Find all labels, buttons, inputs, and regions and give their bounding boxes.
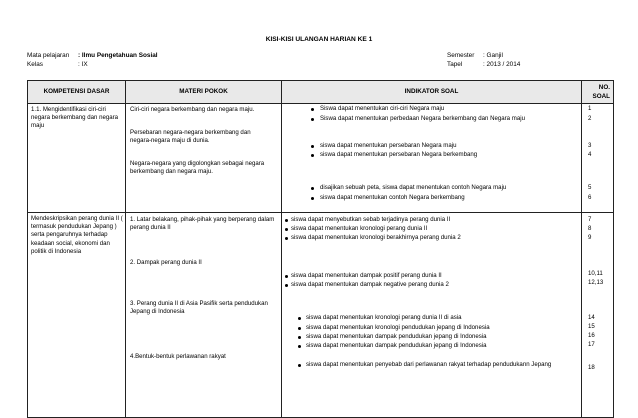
no-soal: 12,13 xyxy=(588,279,604,286)
materi-cell xyxy=(126,213,282,418)
no-soal: 16 xyxy=(588,332,595,339)
kd-text: Mendeskripsikan perang dunia II ( termasuk pendudukan Jepang ) serta pengaruhnya terhadap keadaan social, ekonomi dan politik di Indonesia xyxy=(31,215,123,255)
materi-item: Ciri-ciri negara berkembang dan negara maju. xyxy=(130,106,255,113)
indikator-item: siswa dapat menentukan penyebab dari perlawanan rakyat terhadap pendudukann Jepang xyxy=(306,361,552,368)
bullet-icon xyxy=(298,364,301,367)
materi-item: Negara-negara yang digolongkan sebagai negara berkembang dan negara maju. xyxy=(130,160,265,176)
bullet-icon xyxy=(285,219,288,222)
no-soal: 18 xyxy=(588,364,595,371)
indikator-item: siswa dapat menentukan persebaran Negara maju xyxy=(320,142,457,149)
indikator-item: siswa dapat menyebutkan sebab terjadinya perang dunia II xyxy=(291,216,451,223)
materi-item: 4.Bentuk-bentuk perlawanan rakyat xyxy=(130,353,226,360)
no-soal: 10,11 xyxy=(588,270,603,277)
materi-cell xyxy=(126,104,282,213)
mapel-value: : Ilmu Pengetahuan Sosial xyxy=(78,52,158,59)
bullet-icon xyxy=(311,145,314,148)
semester-label: Semester xyxy=(447,52,475,59)
no-soal: 9 xyxy=(588,234,592,241)
header-indikator-soal: INDIKATOR SOAL xyxy=(282,81,582,104)
indikator-item: siswa dapat menentukan kronologi pendudukan jepang di Indonesia xyxy=(306,324,490,331)
kd-cell xyxy=(28,104,126,213)
document-title: KISI-KISI ULANGAN HARIAN KE 1 xyxy=(265,36,373,43)
bullet-icon xyxy=(311,197,314,200)
indikator-item: Siswa dapat menentukan perbedaan Negara berkembang dan Negara maju xyxy=(320,115,525,122)
kd-text: 1.1. Mengidentifikasi ciri-ciri negara berkembang dan negara maju xyxy=(31,106,119,130)
no-soal: 17 xyxy=(588,341,595,348)
kisi-kisi-table xyxy=(27,80,614,418)
bullet-icon xyxy=(285,275,288,278)
no-soal: 4 xyxy=(588,151,592,158)
bullet-icon xyxy=(298,336,301,339)
indikator-item: siswa dapat menentukan persebaran Negara berkembang xyxy=(320,151,478,158)
table-row xyxy=(28,213,614,418)
materi-item: 2. Dampak perang dunia II xyxy=(130,259,202,266)
no-soal-cell xyxy=(582,104,614,213)
indikator-item: siswa dapat menentukan kronologi perang dunia II di asia xyxy=(306,314,462,321)
bullet-icon xyxy=(285,228,288,231)
materi-item: Persebaran negara-negara berkembang dan negara-negara maju di dunia. xyxy=(130,129,251,145)
bullet-icon xyxy=(311,108,314,111)
bullet-icon xyxy=(285,237,288,240)
indikator-item: siswa dapat menentukan dampak positif perang dunia II xyxy=(291,272,442,279)
no-soal: 5 xyxy=(588,184,592,191)
indikator-cell xyxy=(282,213,582,418)
header-materi-pokok: MATERI POKOK xyxy=(126,81,282,104)
no-soal: 3 xyxy=(588,142,592,149)
indikator-item: disajikan sebuah peta, siswa dapat menentukan contoh Negara maju xyxy=(320,184,507,191)
no-soal: 1 xyxy=(588,105,592,112)
table-row xyxy=(28,104,614,213)
table-header-row xyxy=(28,81,614,104)
no-soal: 14 xyxy=(588,314,595,321)
indikator-item: siswa dapat menentukan kronologi perang dunia II xyxy=(291,225,428,232)
tapel-value: : 2013 / 2014 xyxy=(483,61,521,68)
no-soal: 15 xyxy=(588,323,595,330)
kd-cell xyxy=(28,213,126,418)
indikator-item: siswa dapat menentukan dampak negative perang dunia 2 xyxy=(291,281,449,288)
materi-item: 3. Perang dunia II di Asia Pasifik serta pendudukan Jepang di Indonesia xyxy=(130,300,268,316)
kelas-value: : IX xyxy=(78,61,88,68)
kelas-label: Kelas xyxy=(27,61,43,68)
semester-value: : Ganjil xyxy=(483,52,503,59)
indikator-item: Siswa dapat menentukan ciri-ciri Negara maju xyxy=(320,105,445,112)
no-soal: 6 xyxy=(588,194,592,201)
indikator-item: siswa dapat menentukan contoh Negara berkembang xyxy=(320,194,465,201)
bullet-icon xyxy=(311,154,314,157)
indikator-item: siswa dapat menentukan kronologi berakhirnya perang dunia 2 xyxy=(291,234,461,241)
bullet-icon xyxy=(298,345,301,348)
no-soal: 7 xyxy=(588,216,592,223)
indikator-cell xyxy=(282,104,582,213)
no-soal: 8 xyxy=(588,225,592,232)
bullet-icon xyxy=(311,187,314,190)
header-kompetensi-dasar: KOMPETENSI DASAR xyxy=(28,81,126,104)
no-soal-cell xyxy=(582,213,614,418)
bullet-icon xyxy=(311,118,314,121)
indikator-item: siswa dapat menentukan dampak pendudukan jepang di Indonesia xyxy=(306,333,487,340)
mapel-label: Mata pelajaran xyxy=(27,52,70,59)
indikator-item: siswa dapat menentukan dampak pendudukan jepang di Indonesia xyxy=(306,342,487,349)
bullet-icon xyxy=(285,284,288,287)
materi-item: 1. Latar belakang, pihak-pihak yang berperang dalam perang dunia II xyxy=(130,216,275,232)
no-soal: 2 xyxy=(588,115,592,122)
header-no-soal: NO. SOAL xyxy=(582,81,614,104)
bullet-icon xyxy=(298,327,301,330)
bullet-icon xyxy=(298,317,301,320)
tapel-label: Tapel xyxy=(447,61,463,68)
